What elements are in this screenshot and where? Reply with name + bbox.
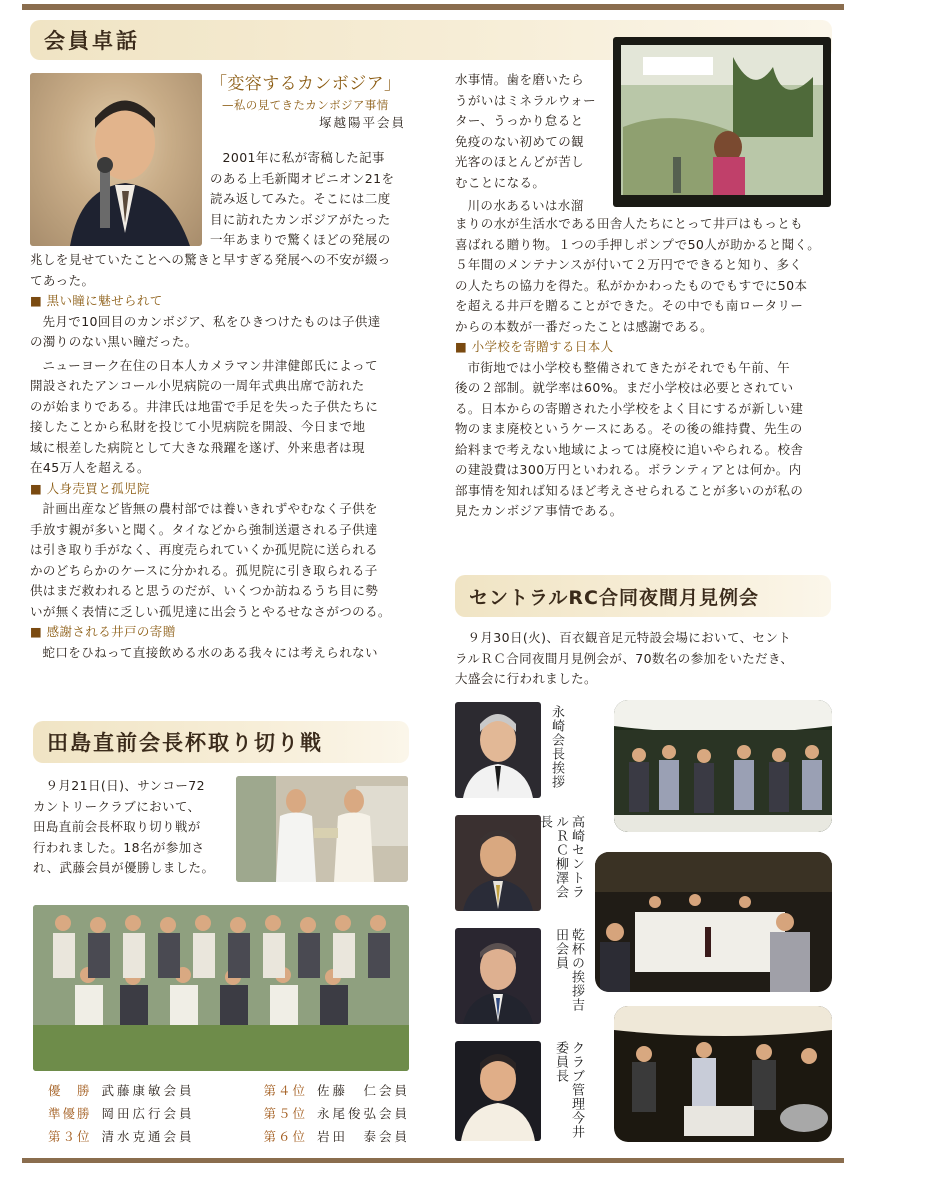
text-line: 給料まで考えない地域によっては廃校に追いやられる。校舎: [455, 441, 804, 457]
subheading-schools: [455, 337, 835, 358]
text-line: 部事情を知れば知るほど考えさせられることが多いのが私の: [455, 482, 804, 498]
text-line: ニューヨーク在住の日本人カメラマン井津健郎氏によって: [42, 357, 378, 373]
portrait-nagasaki: [455, 702, 541, 798]
text-line: 供はまだ救われると思うのだが、いくつか訪ねるうち目に勢: [30, 583, 379, 598]
speaker-photo: [30, 73, 202, 246]
player-name: 清水克通会員: [101, 1129, 195, 1144]
trophy-photo: [236, 776, 408, 882]
rank-label: 優 勝: [48, 1083, 92, 1098]
text-line: てあった。: [30, 272, 95, 288]
text-line: ９月30日(火)、百衣観音足元特設会場において、セント: [467, 630, 792, 645]
text-line: 域に根差した病院として大きな飛躍を遂げ、外来患者は現: [30, 439, 365, 455]
text-line: 川の水あるいは水溜: [467, 198, 584, 213]
speech-body-right: [455, 214, 835, 522]
speech-body-right-top: [455, 70, 596, 217]
event-photo-tables: [595, 852, 832, 992]
text-line: 読み返してみた。そこには二度: [210, 191, 391, 206]
rank-label: 第４位: [263, 1083, 308, 1098]
text-line: の濁りのない黒い瞳だった。: [30, 334, 198, 349]
text-line: ラルＲＣ合同夜間月見例会が、70数名の参加をいただき、: [455, 650, 794, 666]
rank-label: 第６位: [263, 1129, 308, 1144]
text-line: 先月で10回目のカンボジア、私をひきつけたものは子供達: [42, 313, 381, 329]
text-line: 目に訪れたカンボジアがたった: [210, 211, 391, 227]
moon-heading-text: セントラルRC合同夜間月見例会: [469, 586, 760, 609]
text-line: 免疫のない初めての観: [455, 133, 585, 149]
square-bullet-icon: ■: [30, 293, 47, 308]
text-line: 喜ばれる贈り物。１つの手押しポンプで50人が助かると聞く。: [455, 236, 821, 252]
moon-text: [455, 628, 793, 690]
rank-label: 第３位: [48, 1129, 92, 1144]
text-line: 一年あまりで驚くほどの発展の: [210, 232, 391, 247]
golf-heading-text: 田島直前会長杯取り切り戦: [47, 731, 323, 755]
speech-title: 「変容するカンボジア」: [210, 74, 402, 94]
speech-subtitle: —私の見てきたカンボジア事情: [222, 98, 389, 112]
subheading-text: 小学校を寄贈する日本人: [471, 339, 614, 354]
text-line: れ、武藤会員が優勝しました。: [33, 860, 215, 875]
player-name: 佐藤 仁会員: [317, 1083, 411, 1098]
text-line: 大盛会に行われました。: [455, 671, 597, 686]
text-line: 在45万人を超える。: [30, 460, 150, 475]
text-line: ター、うっかり怠ると: [455, 113, 584, 128]
golf-results-table: [48, 1081, 410, 1150]
speech-intro: [210, 148, 394, 251]
golf-heading: [33, 721, 409, 763]
portrait-imai: [455, 1041, 541, 1141]
caption-imai: クラブ管理今井委員長: [553, 1041, 584, 1139]
text-line: を超える井戸を贈ることができた。その中でも南ロータリー: [455, 298, 804, 313]
caption-yoshida: 乾杯の挨拶吉田会員: [553, 928, 584, 1012]
caption-nagasaki: 永崎会長挨拶: [549, 705, 564, 789]
text-line: いが無く表情に乏しい孤児達に出会うとやるせなさがつのる。: [30, 603, 391, 619]
text-line: のが始まりである。井津氏は地雷で手足を失った子供たちに: [30, 398, 379, 414]
subheading-text: 人身売買と孤児院: [46, 480, 150, 496]
portrait-yoshida: [455, 928, 541, 1024]
cambodia-slide-photo: [613, 37, 831, 207]
square-bullet-icon: ■: [30, 624, 47, 639]
text-line: ９月21日(日)、サンコー72: [45, 778, 205, 793]
rank-label: 準優勝: [48, 1106, 92, 1121]
portrait-yanagisawa: [455, 815, 541, 911]
text-line: 蛇口をひねって直接飲める水のある我々には考えられない: [42, 644, 378, 660]
text-line: カントリークラブにおいて、: [33, 798, 201, 814]
subheading-black-eyes: [30, 291, 415, 312]
player-name: 岡田広行会員: [101, 1106, 195, 1121]
rank-label: 第５位: [263, 1106, 308, 1121]
text-line: からの本数が一番だったことは感謝である。: [455, 318, 714, 334]
speech-heading-text: 会員卓話: [44, 29, 140, 53]
speech-body-left: [30, 250, 415, 663]
event-photo-buffet: [614, 1006, 832, 1142]
caption-yanagisawa: 高崎セントラルＲＣ柳澤会長: [537, 815, 584, 899]
text-line: 市街地では小学校も整備されてきたがそれでも午前、午: [467, 359, 791, 375]
text-line: は引き取り手がなく、再度売られていくか孤児院に送られる: [30, 542, 379, 557]
text-line: 手放す親が多いと聞く。タイなどから強制送還される子供達: [30, 521, 378, 537]
player-name: 武藤康敏会員: [101, 1083, 195, 1098]
table-row: [48, 1104, 410, 1127]
text-line: 水事情。歯を磨いたら: [455, 72, 585, 87]
text-line: の人たちの協力を得た。私がかかわったものでもすでに50本: [455, 277, 808, 293]
text-line: かのどちらかのケースに分かれる。孤児院に引き取られる子: [30, 562, 378, 578]
text-line: る。日本からの寄贈された小学校をよく目にするが新しい建: [455, 400, 804, 416]
square-bullet-icon: ■: [455, 339, 472, 354]
text-line: 兆しを見せていたことへの驚きと早すぎる発展への不安が綴っ: [30, 252, 391, 267]
speech-author: 塚越陽平会員: [318, 115, 406, 130]
text-line: 開設されたアンコール小児病院の一周年式典出席で訪れた: [30, 378, 365, 393]
text-line: 2001年に私が寄稿した記事: [222, 150, 385, 165]
player-name: 岩田 泰会員: [317, 1129, 411, 1144]
event-photo-toast: [614, 700, 832, 832]
text-line: ５年間のメンテナンスが付いて２万円でできると知り、多く: [455, 257, 803, 272]
text-line: のある上毛新聞オピニオン21を: [210, 170, 395, 186]
speech-title-block: [210, 72, 410, 132]
subheading-text: 黒い瞳に魅せられて: [46, 293, 163, 308]
text-line: の建設費は300万円といわれる。ボランティアとは何か。内: [455, 462, 802, 477]
text-line: まりの水が生活水である田舎人たちにとって井戸はもっとも: [455, 216, 804, 231]
text-line: 接したことから私財を投じて小児病院を開設、今日まで地: [30, 419, 366, 434]
table-row: [48, 1081, 410, 1104]
square-bullet-icon: ■: [30, 480, 47, 496]
subheading-text: 感謝される井戸の寄贈: [46, 624, 176, 639]
table-row: [48, 1127, 410, 1150]
text-line: 見たカンボジア事情である。: [455, 503, 623, 518]
top-rule: [22, 4, 844, 10]
moon-heading: [455, 575, 831, 617]
player-name: 永尾俊弘会員: [317, 1106, 411, 1121]
text-line: 行われました。18名が参加さ: [33, 839, 205, 855]
text-line: うがいはミネラルウォー: [455, 92, 597, 108]
golf-group-photo: [33, 905, 409, 1071]
text-line: 後の２部制。就学率は60%。まだ小学校は必要とされてい: [455, 380, 794, 395]
text-line: 計画出産など皆無の農村部では養いきれずやむなく子供を: [42, 501, 378, 516]
bottom-rule: [22, 1158, 844, 1163]
text-line: 物のまま廃校というケースにある。その後の維持費、先生の: [455, 421, 803, 436]
subheading-trafficking: [30, 479, 415, 500]
subheading-wells: [30, 622, 415, 643]
text-line: むことになる。: [455, 174, 546, 190]
text-line: 田島直前会長杯取り切り戦が: [33, 819, 201, 834]
text-line: 光客のほとんどが苦し: [455, 154, 585, 169]
golf-text: [33, 776, 214, 879]
